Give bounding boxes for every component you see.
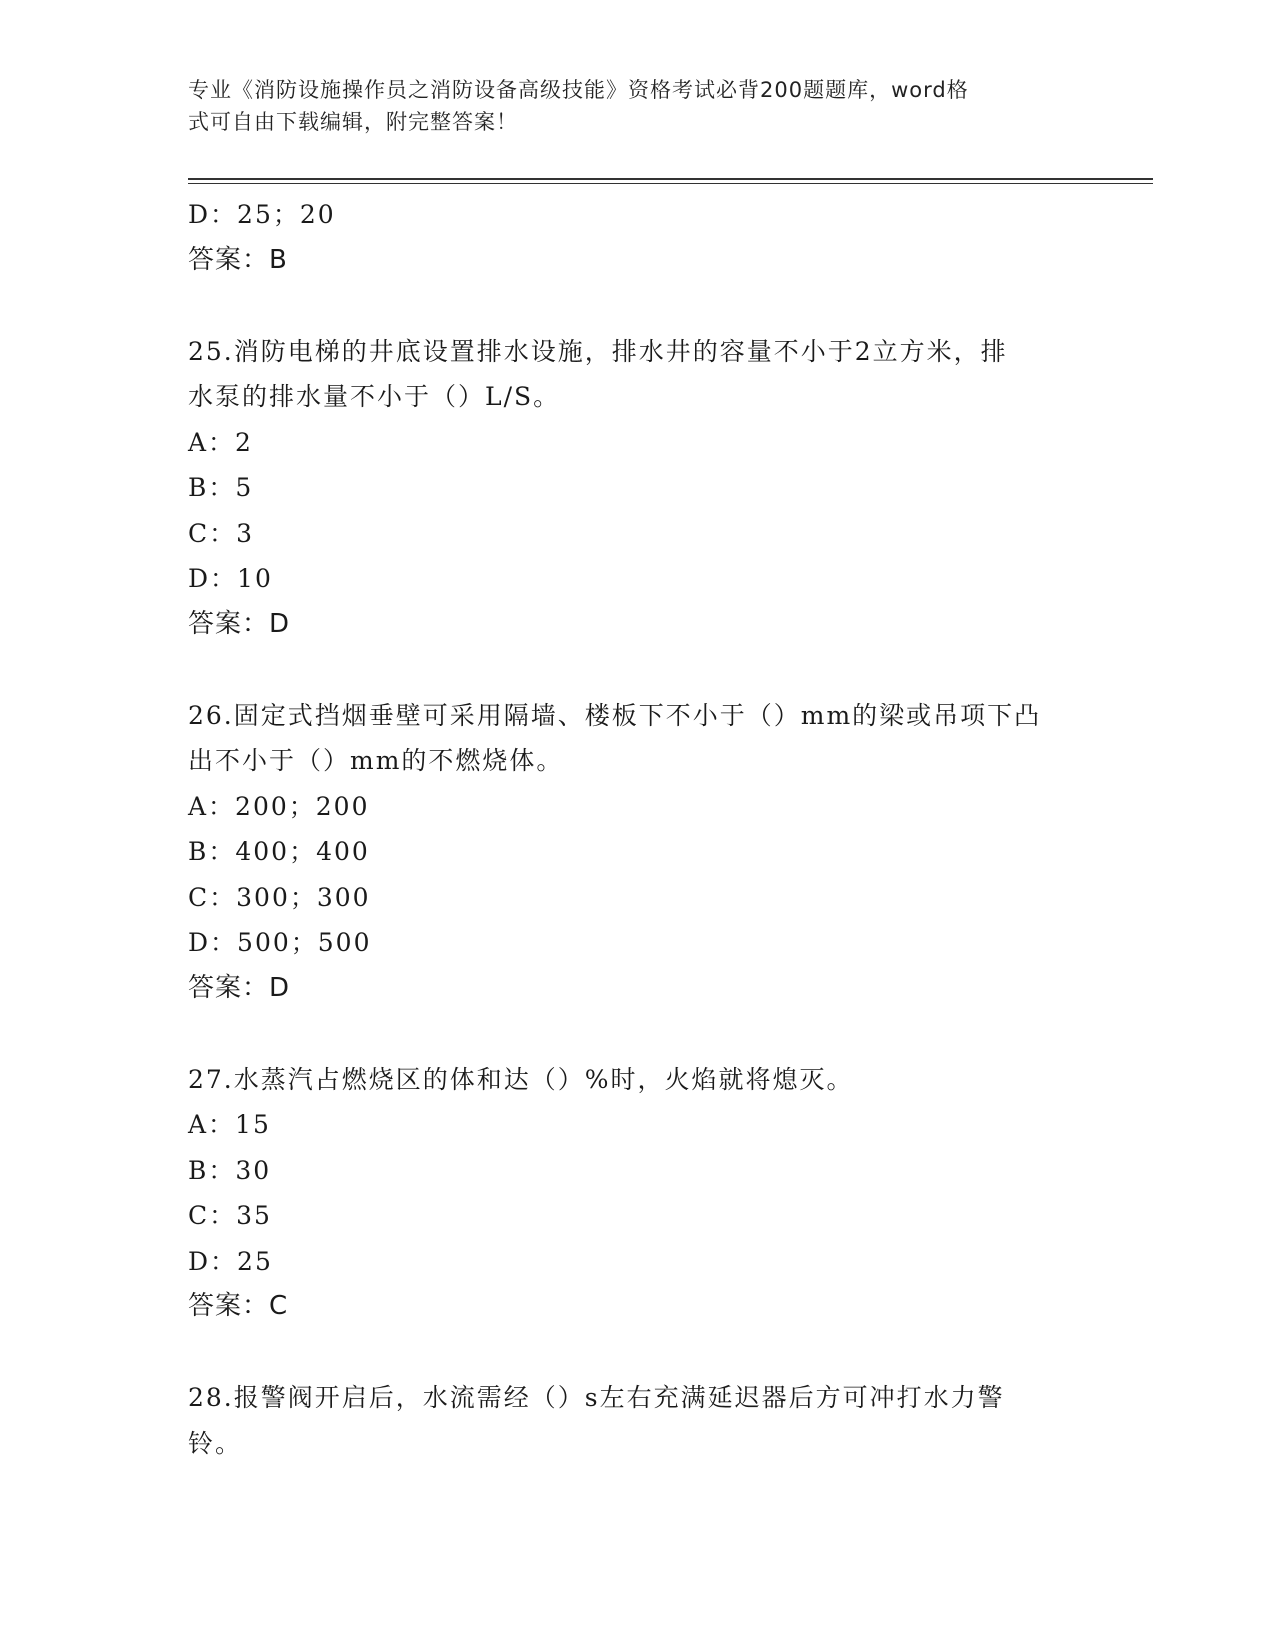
- document-header: [188, 74, 1068, 138]
- header-divider-thin: [188, 183, 1153, 184]
- option-a: A：200；200: [188, 791, 370, 821]
- option-d: D：10: [188, 564, 273, 593]
- question-stem-line: 铃。: [188, 1428, 243, 1458]
- header-line-1: 专业《消防设施操作员之消防设备高级技能》资格考试必背200题题库，word格: [188, 78, 969, 102]
- spacer: [188, 283, 1088, 329]
- answer: 答案：D: [188, 972, 291, 1003]
- option-b: B：5: [188, 473, 254, 502]
- question-28: [188, 1375, 1088, 1466]
- option-b: B：30: [188, 1155, 272, 1185]
- question-stem-line: 27.水蒸汽占燃烧区的体和达（）%时，火焰就将熄灭。: [188, 1064, 854, 1094]
- option-d: D：25；20: [188, 200, 336, 229]
- question-stem-line: 出不小于（）mm的不燃烧体。: [188, 746, 564, 775]
- header-divider-thick: [188, 178, 1153, 180]
- option-d: D：500；500: [188, 928, 372, 957]
- spacer: [188, 647, 1088, 693]
- question-stem-line: 水泵的排水量不小于（）L/S。: [188, 382, 561, 411]
- option-b: B：400；400: [188, 837, 370, 866]
- option-a: A：2: [188, 427, 253, 457]
- option-c: C：3: [188, 518, 255, 548]
- option-d: D：25: [188, 1246, 273, 1276]
- answer: 答案：D: [188, 608, 291, 639]
- option-c: C：35: [188, 1201, 272, 1230]
- option-a: A：15: [188, 1110, 271, 1139]
- question-list: [188, 192, 1088, 1466]
- question-25: [188, 329, 1088, 648]
- question-stem-line: 26.固定式挡烟垂壁可采用隔墙、楼板下不小于（）mm的梁或吊项下凸: [188, 700, 1042, 730]
- question-27: [188, 1057, 1088, 1330]
- answer: 答案：B: [188, 244, 288, 275]
- option-c: C：300；300: [188, 882, 371, 912]
- question-stem-line: 25.消防电梯的井底设置排水设施，排水井的容量不小于2立方米，排: [188, 336, 1008, 366]
- answer: 答案：C: [188, 1291, 289, 1321]
- spacer: [188, 1330, 1088, 1376]
- question-stem-line: 28.报警阀开启后，水流需经（）s左右充满延迟器后方可冲打水力警: [188, 1383, 1005, 1412]
- header-line-2: 式可自由下载编辑，附完整答案！: [188, 110, 518, 134]
- previous-question-tail: [188, 192, 1088, 283]
- question-26: [188, 693, 1088, 1012]
- spacer: [188, 1011, 1088, 1057]
